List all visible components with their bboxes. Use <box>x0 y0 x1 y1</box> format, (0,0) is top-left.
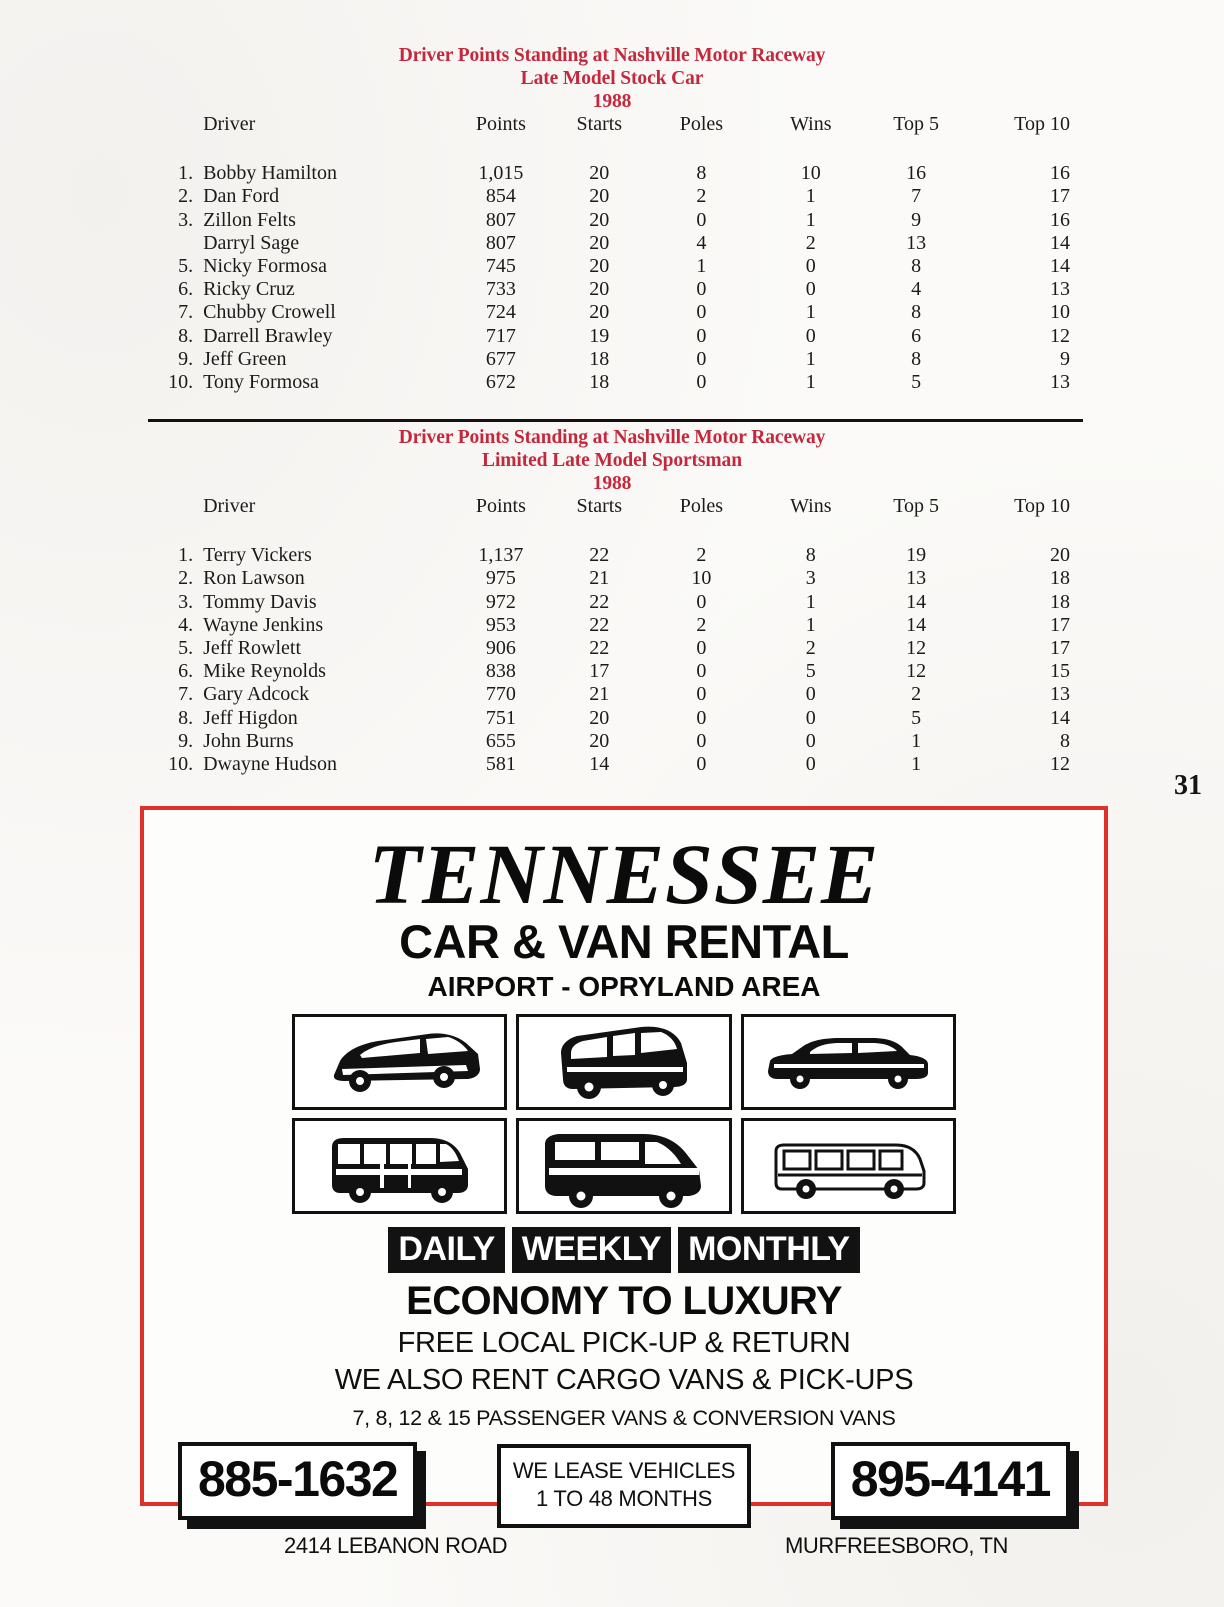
column-header-points: Points <box>475 495 526 517</box>
cell-top5: 7 <box>911 185 922 208</box>
vehicle-cell-minibus <box>741 1118 956 1214</box>
table-row <box>142 567 1082 590</box>
cell-top5: 16 <box>906 162 927 185</box>
column-header-rank <box>142 495 203 544</box>
vehicle-cell-window-van <box>292 1118 507 1214</box>
cell-starts: 20 <box>589 185 610 208</box>
cell-top5: 19 <box>906 544 927 567</box>
phone-plate-right[interactable] <box>831 1442 1070 1520</box>
column-header-starts: Starts <box>576 495 623 517</box>
vehicle-cell-sedan <box>292 1014 507 1110</box>
phone-number-left: 885-1632 <box>198 1451 398 1507</box>
cell-poles: 0 <box>696 637 707 660</box>
cell-driver: Darryl Sage <box>203 231 300 254</box>
passenger-van-icon <box>549 1023 699 1101</box>
cell-wins: 10 <box>800 162 821 185</box>
cell-points: 807 <box>485 231 516 254</box>
cell-wins: 1 <box>805 371 816 394</box>
column-header-poles: Poles <box>679 113 724 135</box>
cargo-van-icon <box>535 1126 713 1206</box>
cell-points: 770 <box>485 683 516 706</box>
table-row <box>142 325 1082 348</box>
cell-points: 1,015 <box>478 162 524 185</box>
cell-points: 751 <box>485 706 516 729</box>
cell-rank: 7. <box>178 301 194 324</box>
cell-poles: 0 <box>696 347 707 370</box>
table-title-sportsman <box>0 426 1224 495</box>
cell-wins: 2 <box>805 231 816 254</box>
cell-top5: 4 <box>911 278 922 301</box>
cell-top10: 13 <box>1050 278 1070 301</box>
cell-driver: Jeff Higdon <box>203 706 298 729</box>
cell-poles: 2 <box>696 613 707 636</box>
lease-line-1: WE LEASE VEHICLES <box>512 1458 736 1483</box>
cell-starts: 19 <box>589 324 610 347</box>
ad-service-line-3: 7, 8, 12 & 15 PASSENGER VANS & CONVERSION VANS <box>352 1406 896 1430</box>
cell-driver: Darrell Brawley <box>203 324 333 347</box>
plate-face <box>831 1442 1070 1520</box>
advertisement-tennessee-car-van-rental <box>140 806 1108 1558</box>
table-row <box>142 162 1082 185</box>
cell-wins: 5 <box>805 660 816 683</box>
cell-top10: 15 <box>1050 660 1070 683</box>
cell-top5: 14 <box>906 590 927 613</box>
cell-poles: 2 <box>696 544 707 567</box>
table-title-line1: Driver Points Standing at Nashville Motor Raceway <box>398 427 826 448</box>
standings-table-late-model <box>142 113 1082 394</box>
cell-top5: 14 <box>906 613 927 636</box>
cell-points: 677 <box>485 347 516 370</box>
cell-poles: 0 <box>696 371 707 394</box>
cell-top10: 14 <box>1050 231 1070 254</box>
cell-top10: 17 <box>1050 185 1070 208</box>
cell-poles: 0 <box>696 660 707 683</box>
cell-top5: 8 <box>911 301 922 324</box>
luxury-sedan-icon <box>760 1031 936 1093</box>
cell-points: 655 <box>485 729 516 752</box>
lease-notice-box <box>497 1444 751 1528</box>
cell-wins: 1 <box>805 301 816 324</box>
cell-wins: 1 <box>805 613 816 636</box>
cell-poles: 0 <box>696 324 707 347</box>
rate-chip-daily: DAILY <box>388 1227 504 1273</box>
cell-points: 975 <box>485 567 516 590</box>
table-title-line2: Late Model Stock Car <box>520 68 704 89</box>
ad-brand-title: TENNESSEE <box>368 826 880 922</box>
table-row <box>142 278 1082 301</box>
cell-poles: 8 <box>696 162 707 185</box>
cell-rank: 10. <box>168 371 194 394</box>
phone-plate-left[interactable] <box>178 1442 417 1520</box>
cell-rank: 9. <box>178 729 194 752</box>
vehicle-image-grid <box>292 1014 956 1214</box>
cell-wins: 0 <box>805 278 816 301</box>
cell-starts: 14 <box>589 753 610 776</box>
table-row <box>142 707 1082 730</box>
cell-wins: 0 <box>805 324 816 347</box>
cell-top10: 10 <box>1050 301 1070 324</box>
rate-chip-monthly: MONTHLY <box>678 1227 859 1273</box>
cell-top10: 18 <box>1050 567 1070 590</box>
cell-points: 717 <box>485 324 516 347</box>
plate-face <box>178 1442 417 1520</box>
section-divider-rule <box>148 419 1083 422</box>
cell-wins: 8 <box>805 544 816 567</box>
cell-starts: 20 <box>589 208 610 231</box>
cell-top5: 1 <box>911 729 922 752</box>
cell-wins: 0 <box>805 255 816 278</box>
cell-points: 672 <box>485 371 516 394</box>
column-header-top5: Top 5 <box>893 495 940 517</box>
vehicle-cell-passenger-van <box>516 1014 731 1110</box>
cell-driver: John Burns <box>203 729 294 752</box>
cell-driver: Jeff Green <box>203 347 287 370</box>
cell-points: 581 <box>485 753 516 776</box>
cell-starts: 21 <box>589 683 610 706</box>
cell-poles: 4 <box>696 231 707 254</box>
cell-rank: 5. <box>178 637 194 660</box>
cell-top10: 13 <box>1050 371 1070 394</box>
cell-rank: 2. <box>178 567 194 590</box>
cell-top10: 8 <box>1060 729 1070 752</box>
table-row <box>142 209 1082 232</box>
cell-points: 733 <box>485 278 516 301</box>
column-header-starts: Starts <box>576 113 623 135</box>
vehicle-cell-cargo-van <box>516 1118 731 1214</box>
cell-starts: 22 <box>589 637 610 660</box>
cell-top10: 20 <box>1050 544 1070 567</box>
table-row <box>142 591 1082 614</box>
cell-top5: 6 <box>911 324 922 347</box>
cell-top5: 5 <box>911 706 922 729</box>
cell-rank: 3. <box>178 208 194 231</box>
cell-rank <box>142 232 203 255</box>
cell-starts: 20 <box>589 301 610 324</box>
cell-wins: 0 <box>805 683 816 706</box>
cell-driver: Ricky Cruz <box>203 278 295 301</box>
table-row <box>142 660 1082 683</box>
standings-block-sportsman <box>0 426 1224 776</box>
cell-poles: 0 <box>696 706 707 729</box>
cell-driver: Nicky Formosa <box>203 255 327 278</box>
table-row <box>142 730 1082 753</box>
cell-starts: 20 <box>589 162 610 185</box>
cell-starts: 20 <box>589 255 610 278</box>
table-header <box>142 113 1082 162</box>
cell-driver: Tommy Davis <box>203 590 317 613</box>
vehicle-cell-luxury-sedan <box>741 1014 956 1110</box>
cell-starts: 20 <box>589 231 610 254</box>
lease-line-2: 1 TO 48 MONTHS <box>536 1486 712 1511</box>
table-row <box>142 371 1082 394</box>
ad-service-line-2: WE ALSO RENT CARGO VANS & PICK-UPS <box>334 1364 914 1396</box>
cell-starts: 22 <box>589 544 610 567</box>
cell-poles: 0 <box>696 590 707 613</box>
table-row <box>142 185 1082 208</box>
cell-wins: 2 <box>805 637 816 660</box>
table-body <box>142 162 1082 394</box>
cell-rank: 10. <box>168 753 194 776</box>
cell-rank: 7. <box>178 683 194 706</box>
cell-points: 745 <box>485 255 516 278</box>
standings-block-late-model <box>0 44 1224 394</box>
cell-top5: 9 <box>911 208 922 231</box>
column-header-rank <box>142 113 203 162</box>
cell-wins: 1 <box>805 590 816 613</box>
cell-driver: Ron Lawson <box>203 567 305 590</box>
cell-top5: 2 <box>911 683 922 706</box>
cell-rank: 4. <box>178 613 194 636</box>
cell-top5: 12 <box>906 660 927 683</box>
column-header-top5: Top 5 <box>893 113 940 135</box>
table-title-year: 1988 <box>592 473 632 494</box>
address-row <box>166 1532 1082 1559</box>
table-row <box>142 301 1082 324</box>
cell-points: 724 <box>485 301 516 324</box>
column-header-points: Points <box>475 113 526 135</box>
cell-points: 807 <box>485 208 516 231</box>
cell-driver: Wayne Jenkins <box>203 613 324 636</box>
cell-driver: Jeff Rowlett <box>203 637 302 660</box>
cell-rank: 1. <box>178 162 194 185</box>
ad-service-line-1: FREE LOCAL PICK-UP & RETURN <box>397 1327 851 1359</box>
cell-top5: 8 <box>911 347 922 370</box>
cell-points: 906 <box>485 637 516 660</box>
cell-rank: 8. <box>178 706 194 729</box>
cell-top5: 13 <box>906 231 927 254</box>
table-title-year: 1988 <box>592 91 632 112</box>
table-title-late-model <box>0 44 1224 113</box>
rate-period-banner <box>166 1227 1082 1273</box>
cell-poles: 0 <box>696 683 707 706</box>
column-header-driver: Driver <box>203 113 256 135</box>
cell-starts: 18 <box>589 347 610 370</box>
cell-starts: 20 <box>589 278 610 301</box>
cell-starts: 20 <box>589 706 610 729</box>
cell-driver: Dan Ford <box>203 185 280 208</box>
cell-rank: 1. <box>178 544 194 567</box>
table-body <box>142 544 1082 776</box>
cell-top5: 5 <box>911 371 922 394</box>
cell-rank: 9. <box>178 347 194 370</box>
cell-starts: 22 <box>589 590 610 613</box>
cell-points: 1,137 <box>478 544 524 567</box>
cell-driver: Bobby Hamilton <box>203 162 337 185</box>
cell-wins: 1 <box>805 347 816 370</box>
table-row <box>142 232 1082 255</box>
cell-top10: 16 <box>1050 162 1070 185</box>
cell-wins: 0 <box>805 753 816 776</box>
cell-driver: Tony Formosa <box>203 371 319 394</box>
cell-rank: 3. <box>178 590 194 613</box>
table-header-row <box>142 495 1082 544</box>
column-header-top10: Top 10 <box>1014 495 1070 517</box>
column-header-driver: Driver <box>203 495 256 517</box>
cell-driver: Terry Vickers <box>203 544 312 567</box>
cell-rank: 2. <box>178 185 194 208</box>
table-row <box>142 683 1082 706</box>
cell-top5: 12 <box>906 637 927 660</box>
cell-starts: 21 <box>589 567 610 590</box>
cell-starts: 17 <box>589 660 610 683</box>
cell-top10: 16 <box>1050 208 1070 231</box>
cell-rank: 6. <box>178 278 194 301</box>
ad-subtitle: CAR & VAN RENTAL <box>399 915 849 968</box>
cell-wins: 1 <box>805 208 816 231</box>
cell-rank: 6. <box>178 660 194 683</box>
cell-rank: 5. <box>178 255 194 278</box>
cell-driver: Chubby Crowell <box>203 301 336 324</box>
cell-top10: 12 <box>1050 753 1070 776</box>
cell-poles: 2 <box>696 185 707 208</box>
table-row <box>142 637 1082 660</box>
cell-poles: 10 <box>691 567 712 590</box>
table-header <box>142 495 1082 544</box>
cell-starts: 22 <box>589 613 610 636</box>
column-header-wins: Wins <box>790 495 832 517</box>
contact-row <box>166 1442 1082 1528</box>
cell-driver: Gary Adcock <box>203 683 310 706</box>
cell-poles: 0 <box>696 729 707 752</box>
cell-top5: 1 <box>911 753 922 776</box>
cell-top10: 17 <box>1050 613 1070 636</box>
rate-chip-weekly: WEEKLY <box>512 1227 671 1273</box>
table-title-line2: Limited Late Model Sportsman <box>482 450 742 471</box>
cell-poles: 1 <box>696 255 707 278</box>
table-row <box>142 614 1082 637</box>
cell-points: 838 <box>485 660 516 683</box>
cell-poles: 0 <box>696 753 707 776</box>
cell-top10: 17 <box>1050 637 1070 660</box>
page-number: 31 <box>1174 770 1202 801</box>
cell-driver: Mike Reynolds <box>203 660 326 683</box>
address-left: 2414 LEBANON ROAD <box>284 1533 508 1558</box>
cell-rank: 8. <box>178 324 194 347</box>
cell-top10: 12 <box>1050 324 1070 347</box>
cell-poles: 0 <box>696 301 707 324</box>
table-row <box>142 544 1082 567</box>
table-row <box>142 255 1082 278</box>
cell-driver: Zillon Felts <box>203 208 296 231</box>
column-header-poles: Poles <box>679 495 724 517</box>
ad-tagline: ECONOMY TO LUXURY <box>406 1279 842 1323</box>
cell-top10: 14 <box>1050 255 1070 278</box>
window-van-icon <box>320 1127 480 1205</box>
cell-driver: Dwayne Hudson <box>203 753 337 776</box>
cell-top10: 13 <box>1050 683 1070 706</box>
sedan-icon <box>316 1025 484 1099</box>
cell-top10: 9 <box>1060 347 1070 370</box>
cell-top5: 8 <box>911 255 922 278</box>
table-row <box>142 753 1082 776</box>
cell-points: 854 <box>485 185 516 208</box>
cell-points: 953 <box>485 613 516 636</box>
cell-wins: 0 <box>805 706 816 729</box>
cell-starts: 18 <box>589 371 610 394</box>
minibus-icon <box>762 1133 934 1199</box>
cell-top10: 18 <box>1050 590 1070 613</box>
table-title-line1: Driver Points Standing at Nashville Motor Raceway <box>398 45 826 66</box>
column-header-top10: Top 10 <box>1014 113 1070 135</box>
table-header-row <box>142 113 1082 162</box>
cell-top5: 13 <box>906 567 927 590</box>
cell-wins: 1 <box>805 185 816 208</box>
phone-number-right: 895-4141 <box>850 1451 1050 1507</box>
standings-table-sportsman <box>142 495 1082 776</box>
column-header-wins: Wins <box>790 113 832 135</box>
cell-points: 972 <box>485 590 516 613</box>
ad-location: AIRPORT - OPRYLAND AREA <box>427 971 821 1002</box>
address-right: MURFREESBORO, TN <box>785 1533 1008 1558</box>
cell-poles: 0 <box>696 208 707 231</box>
cell-poles: 0 <box>696 278 707 301</box>
table-row <box>142 348 1082 371</box>
cell-top10: 14 <box>1050 706 1070 729</box>
cell-wins: 3 <box>805 567 816 590</box>
cell-wins: 0 <box>805 729 816 752</box>
cell-starts: 20 <box>589 729 610 752</box>
